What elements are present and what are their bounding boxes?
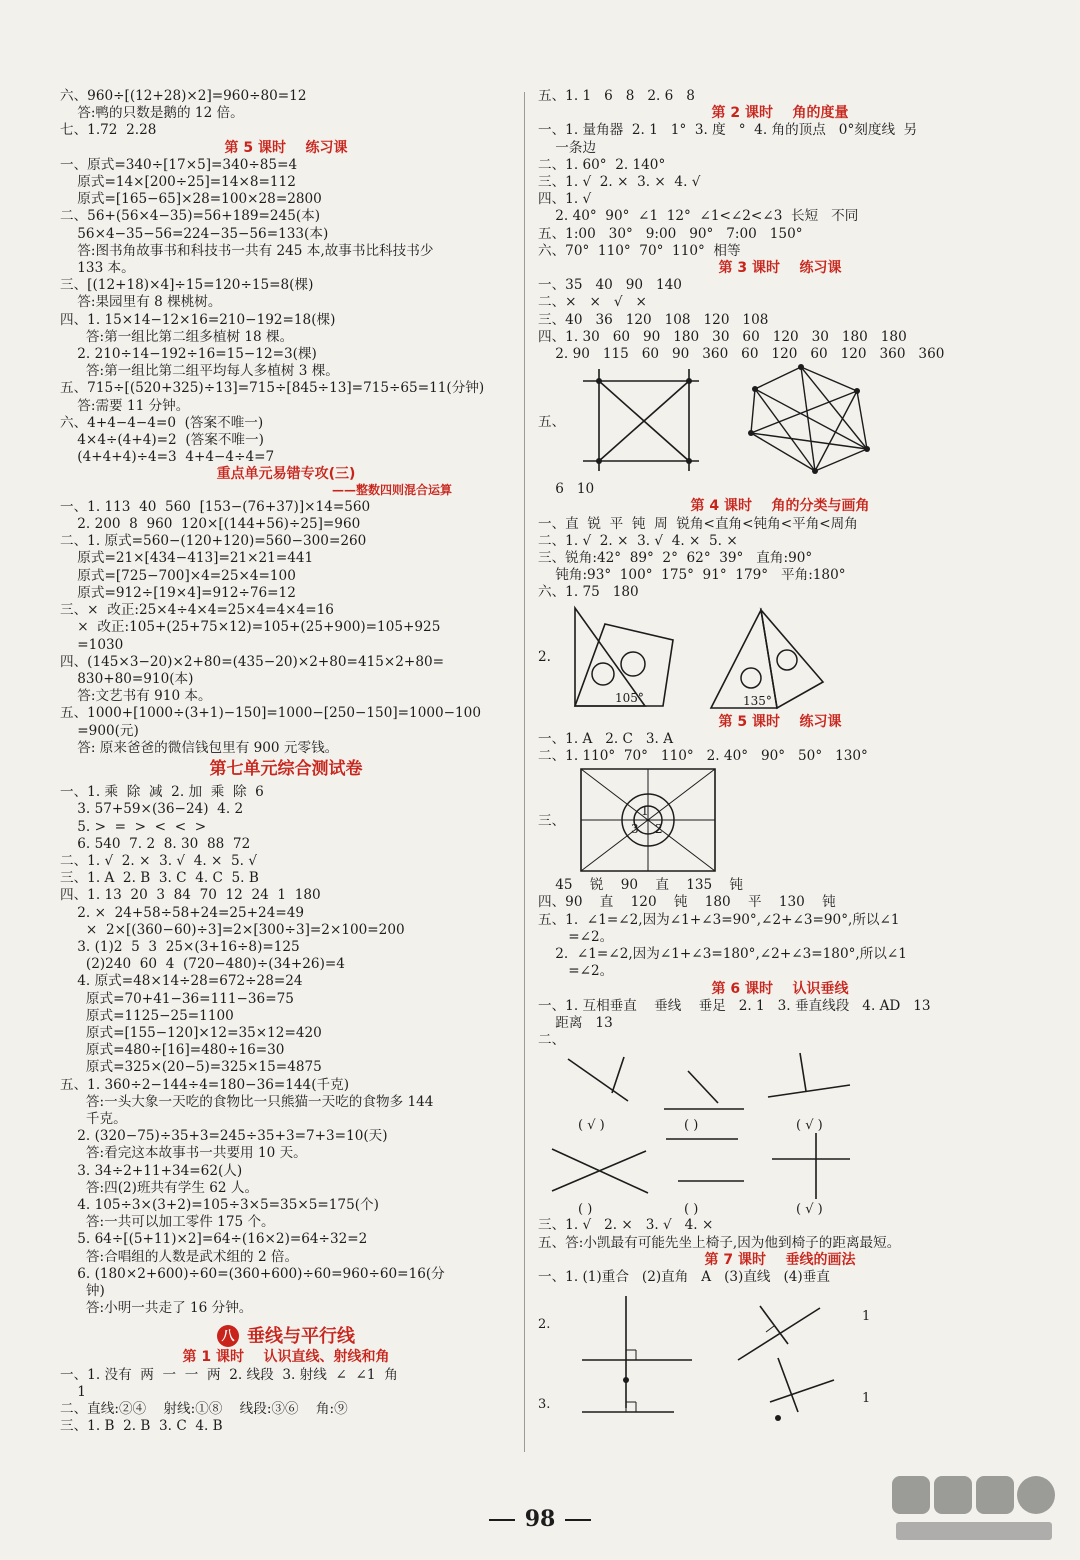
answer-line: 钟) bbox=[60, 1283, 105, 1300]
answer-line: 三、1. B 2. B 3. C 4. B bbox=[60, 1418, 223, 1435]
figure-circle bbox=[621, 652, 645, 676]
left-column bbox=[60, 88, 512, 1435]
figure-point bbox=[854, 388, 860, 394]
answer-line: 四、1. √ bbox=[538, 191, 592, 208]
answer-line: 答:一头大象一天吃的食物比一只熊猫一天吃的食物多 144 bbox=[60, 1093, 434, 1110]
answer-line: 一、直 锐 平 钝 周 锐角<直角<钝角<平角<周角 bbox=[538, 515, 858, 532]
answer-line: × 2×[(360−60)÷3]=2×[300÷3]=2×100=200 bbox=[60, 921, 405, 938]
answer-line: 6. (180×2+600)÷60=(360+600)÷60=960÷60=16(分 bbox=[60, 1265, 445, 1282]
answer-line: 5. 64÷[(5+11)×2]=64÷(16×2)=64÷32=2 bbox=[60, 1231, 368, 1248]
answer-line: 原式=21×[434−413]=21×21=441 bbox=[60, 550, 314, 567]
answer-line: 1 bbox=[60, 1383, 86, 1400]
answer-line: 钝角:93° 100° 175° 91° 179° 平角:180° bbox=[538, 567, 846, 584]
answer-line: 四、1. 15×14−12×16=210−192=18(棵) bbox=[60, 311, 336, 328]
figure-label: 二、 bbox=[538, 1032, 566, 1049]
figure-label: 1 bbox=[641, 804, 649, 819]
unit-title bbox=[60, 1325, 512, 1347]
watermark-logo-icon bbox=[890, 1472, 1058, 1546]
section-heading: 第 5 课时 练习课 bbox=[224, 139, 348, 156]
answer-line: 3. 34÷2+11+34=62(人) bbox=[60, 1162, 243, 1179]
answer-line: 二、1. 原式=560−(120+120)=560−300=260 bbox=[60, 533, 367, 550]
figure-point bbox=[686, 458, 692, 464]
section-heading: 重点单元易错专攻(三) bbox=[216, 466, 356, 483]
section-heading: 第 6 课时 认识垂线 bbox=[711, 980, 849, 997]
answer-line: 830+80=910(本) bbox=[60, 670, 194, 687]
right-column bbox=[538, 88, 1022, 1436]
figure-line bbox=[612, 1057, 624, 1093]
answer-line: 五、1. 360÷2−144÷4=180−36=144(千克) bbox=[60, 1076, 349, 1093]
answer-line: 2. 210÷14−192÷16=15−12=3(棵) bbox=[60, 346, 317, 363]
figure-line bbox=[815, 449, 867, 471]
answer-line: 三、1. A 2. B 3. C 4. C 5. B bbox=[60, 870, 259, 887]
answer-line: 答:鸭的只数是鹅的 12 倍。 bbox=[60, 105, 244, 122]
answer-line: 原式=912÷[19×4]=912÷76=12 bbox=[60, 584, 296, 601]
answer-line: 一、1. 没有 两 一 一 两 2. 线段 3. 射线 ∠ ∠1 角 bbox=[60, 1366, 398, 1383]
answer-line: 答:第一组比第二组多植树 18 棵。 bbox=[60, 328, 294, 345]
section-heading: 第 7 课时 垂线的画法 bbox=[704, 1251, 856, 1268]
answer-line: 二、1. √ 2. × 3. √ 4. × 5. √ bbox=[60, 852, 257, 869]
answer-line: 一、1. 乘 除 减 2. 加 乘 除 6 bbox=[60, 784, 264, 801]
answer-line: =1030 bbox=[60, 636, 124, 653]
answer-line: 原式=1125−25=1100 bbox=[60, 1007, 234, 1024]
answer-line: 2. 200 8 960 120×[(144+56)÷25]=960 bbox=[60, 516, 361, 533]
answer-line: 四、1. 13 20 3 84 70 12 24 1 180 bbox=[60, 887, 321, 904]
answer-line: 六、960÷[(12+28)×2]=960÷80=12 bbox=[60, 88, 307, 104]
figure-label: ( √ ) bbox=[796, 1118, 823, 1134]
answer-line: 2. × 24+58÷58+24=25+24=49 bbox=[60, 904, 305, 921]
section-heading: 第 5 课时 练习课 bbox=[718, 713, 842, 730]
square-angles-figure bbox=[575, 765, 725, 877]
figure-draw bbox=[538, 1286, 1022, 1436]
figure-point bbox=[752, 386, 758, 392]
answer-line: 4. 原式=48×14÷28=672÷28=24 bbox=[60, 973, 303, 990]
unit-title-text: 垂线与平行线 bbox=[247, 1325, 355, 1347]
figure-line bbox=[751, 391, 857, 433]
answer-line: 四、1. 30 60 90 180 30 60 120 30 180 180 bbox=[538, 328, 907, 345]
figure-square bbox=[538, 765, 1022, 877]
answer-line: 6. 540 7. 2 8. 30 88 72 bbox=[60, 835, 251, 852]
answer-line: 原式=480÷[16]=480÷16=30 bbox=[60, 1042, 285, 1059]
figure-label: 1 bbox=[862, 1309, 871, 1325]
answer-line: 五、1. ∠1=∠2,因为∠1+∠3=90°,∠2+∠3=90°,所以∠1 bbox=[538, 911, 900, 928]
answer-line: 6 10 bbox=[538, 481, 595, 498]
answer-line: 45 锐 90 直 135 钝 bbox=[538, 877, 744, 894]
answer-line: =900(元) bbox=[60, 722, 139, 739]
figure-line bbox=[751, 433, 867, 449]
page-number-text: 98 bbox=[524, 1506, 556, 1532]
answer-line: 答:第一组比第二组平均每人多植树 3 棵。 bbox=[60, 363, 339, 380]
answer-line: 四、90 直 120 钝 180 平 130 钝 bbox=[538, 894, 836, 911]
answer-line: 三、[(12+18)×4]÷15=120÷15=8(棵) bbox=[60, 277, 314, 294]
draw-perpendicular-figure bbox=[538, 1286, 958, 1436]
answer-line: 原式=[165−65]×28=100×28=2800 bbox=[60, 191, 322, 208]
figure-point bbox=[623, 1377, 629, 1383]
answer-line: 一、1. (1)重合 (2)直角 A (3)直线 (4)垂直 bbox=[538, 1268, 830, 1285]
figure-line bbox=[688, 1071, 718, 1103]
figure-label: ( √ ) bbox=[796, 1202, 823, 1218]
figure-point bbox=[864, 446, 870, 452]
figure-label: 3. bbox=[538, 1397, 551, 1413]
answer-line: 2. 40° 90° ∠1 12° ∠1<∠2<∠3 长短 不同 bbox=[538, 208, 859, 225]
answer-line: (2)240 60 4 (720−480)÷(34+26)=4 bbox=[60, 956, 345, 973]
figure-label: ( √ ) bbox=[578, 1118, 605, 1134]
answer-line: 4×4÷(4+4)=2 (答案不唯一) bbox=[60, 432, 264, 449]
answer-line: 原式=325×(20−5)=325×15=4875 bbox=[60, 1059, 322, 1076]
figure-point bbox=[596, 378, 602, 384]
answer-line: 答:合唱组的人数是武术组的 2 倍。 bbox=[60, 1248, 299, 1265]
answer-line: 一、1. 量角器 2. 1 1° 3. 度 ° 4. 角的顶点 0°刻度线 另 bbox=[538, 122, 918, 139]
answer-line: 答:四(2)班共有学生 62 人。 bbox=[60, 1179, 259, 1196]
answer-line: 3. 57+59×(36−24) 4. 2 bbox=[60, 801, 244, 818]
answer-line: 答:需要 11 分钟。 bbox=[60, 397, 190, 414]
answer-line: =∠2。 bbox=[538, 963, 614, 980]
answer-line: 原式=[725−700]×4=25×4=100 bbox=[60, 567, 296, 584]
answer-line: 原式=70+41−36=111−36=75 bbox=[60, 990, 294, 1007]
answer-line: 答:文艺书有 910 本。 bbox=[60, 688, 212, 705]
answer-line: 3. (1)2 5 3 25×(3+16÷8)=125 bbox=[60, 938, 300, 955]
answer-line: (4+4+4)÷4=3 4+4−4÷4=7 bbox=[60, 449, 275, 466]
answer-line: 答:果园里有 8 棵桃树。 bbox=[60, 294, 222, 311]
answer-line: 千克。 bbox=[60, 1110, 127, 1127]
answer-line: 三、1. √ 2. × 3. √ 4. × bbox=[538, 1217, 714, 1234]
answer-line: 答:一共可以加工零件 175 个。 bbox=[60, 1214, 275, 1231]
figure-line bbox=[857, 391, 867, 449]
answer-line: 原式=14×[200÷25]=14×8=112 bbox=[60, 174, 296, 191]
section-heading: 第 2 课时 角的度量 bbox=[711, 105, 849, 122]
figure-point bbox=[812, 468, 818, 474]
answer-line: 五、1. 1 6 8 2. 6 8 bbox=[538, 88, 695, 104]
unit-badge: 八 bbox=[217, 1325, 239, 1347]
figure-triangles bbox=[538, 602, 1022, 714]
answer-line: 一、1. 互相垂直 垂线 垂足 2. 1 3. 垂直线段 4. AD 13 bbox=[538, 997, 931, 1014]
figure-point bbox=[748, 430, 754, 436]
figure-line bbox=[778, 1358, 798, 1412]
column-divider bbox=[524, 92, 525, 1452]
section-subheading: ——整数四则混合运算 bbox=[331, 482, 452, 497]
answer-line: 二、56+(56×4−35)=56+189=245(本) bbox=[60, 208, 321, 225]
figure-label: 3 bbox=[631, 822, 639, 837]
figure-label: 135° bbox=[742, 693, 772, 708]
answer-line: 四、(145×3−20)×2+80=(435−20)×2+80=415×2+80= bbox=[60, 653, 445, 670]
answer-line: 4. 105÷3×(3+2)=105÷3×5=35×5=175(个) bbox=[60, 1197, 379, 1213]
figure-label: 五、 bbox=[538, 413, 566, 430]
triangle-rulers-figure bbox=[561, 602, 851, 714]
answer-line: 答:图书角故事书和科技书一共有 245 本,故事书比科技书少 bbox=[60, 242, 434, 259]
answer-line: 三、× 改正:25×4÷4×4=25×4=4×4=16 bbox=[60, 602, 334, 619]
figure-label: ( ) bbox=[684, 1118, 699, 1134]
answer-line: 二、1. √ 2. × 3. √ 4. × 5. × bbox=[538, 532, 738, 549]
figure-line bbox=[751, 433, 815, 471]
answer-line: 六、70° 110° 70° 110° 相等 bbox=[538, 242, 741, 259]
figure-point bbox=[686, 378, 692, 384]
figure-label: 2. bbox=[538, 649, 551, 666]
figure-point bbox=[596, 458, 602, 464]
figure-label: ( ) bbox=[578, 1202, 593, 1218]
figure-label: 1 bbox=[862, 1391, 871, 1407]
answer-line: 五、1000+[1000÷(3+1)−150]=1000−[250−150]=1000−100 bbox=[60, 705, 481, 722]
figure-circle bbox=[592, 663, 614, 685]
answer-line: =∠2。 bbox=[538, 928, 614, 945]
answer-line: 一、原式=340÷[17×5]=340÷85=4 bbox=[60, 156, 298, 173]
figure-line bbox=[760, 1306, 788, 1344]
figure-line bbox=[800, 1053, 806, 1091]
figure-label: ( ) bbox=[684, 1202, 699, 1218]
answer-line: 一条边 bbox=[538, 139, 597, 156]
answer-line: 三、锐角:42° 89° 2° 62° 39° 直角:90° bbox=[538, 550, 813, 567]
section-heading: 第七单元综合测试卷 bbox=[209, 758, 363, 779]
answer-line: 七、1.72 2.28 bbox=[60, 122, 157, 139]
section-heading: 第 3 课时 练习课 bbox=[718, 260, 842, 277]
answer-line: 三、40 36 120 108 120 108 bbox=[538, 311, 769, 328]
answer-line: 2. (320−75)÷35+3=245÷35+3=7+3=10(天) bbox=[60, 1128, 388, 1145]
answer-line: 二、1. 110° 70° 110° 2. 40° 90° 50° 130° bbox=[538, 748, 868, 765]
figure-line bbox=[801, 367, 857, 391]
figure-circle bbox=[777, 650, 797, 670]
figure-label: 2 bbox=[655, 822, 663, 837]
figure-line bbox=[770, 1380, 834, 1402]
figure-line bbox=[568, 1059, 628, 1101]
answer-line: 答:看完这本故事书一共要用 10 天。 bbox=[60, 1145, 307, 1162]
figure-label: 三、 bbox=[538, 812, 566, 829]
figure-line bbox=[751, 389, 755, 433]
figure-perp bbox=[538, 1032, 1022, 1217]
answer-line: 133 本。 bbox=[60, 260, 135, 277]
answer-line: 答: 原来爸爸的微信钱包里有 900 元零钱。 bbox=[60, 739, 339, 756]
answer-line: 2. ∠1=∠2,因为∠1+∠3=180°,∠2+∠3=180°,所以∠1 bbox=[538, 946, 907, 963]
figure-circle bbox=[741, 668, 761, 688]
lines-figure bbox=[575, 363, 905, 481]
answer-line: 二、1. 60° 2. 140° bbox=[538, 156, 666, 173]
answer-line: 五、1:00 30° 9:00 90° 7:00 150° bbox=[538, 225, 803, 242]
figure-line bbox=[815, 391, 857, 471]
answer-line: 原式=[155−120]×12=35×12=420 bbox=[60, 1024, 322, 1041]
figure-line bbox=[755, 367, 801, 389]
answer-line: 56×4−35−56=224−35−56=133(本) bbox=[60, 225, 329, 242]
figure-line bbox=[738, 1308, 820, 1360]
answer-line: 一、1. A 2. C 3. A bbox=[538, 730, 674, 747]
figure-lines bbox=[538, 363, 1022, 481]
answer-line: 一、35 40 90 140 bbox=[538, 277, 682, 294]
figure-point bbox=[775, 1415, 781, 1421]
answer-line: 答:小明一共走了 16 分钟。 bbox=[60, 1300, 253, 1317]
figure-line bbox=[766, 1326, 774, 1332]
figure-point bbox=[798, 364, 804, 370]
figure-label: 2. bbox=[538, 1317, 551, 1333]
figure-line bbox=[768, 1085, 850, 1097]
answer-line: 三、1. √ 2. × 3. × 4. √ bbox=[538, 174, 701, 191]
section-heading: 第 1 课时 认识直线、射线和角 bbox=[182, 1349, 390, 1366]
answer-line: 五、715÷[(520+325)÷13]=715÷[845÷13]=715÷65=11(分钟) bbox=[60, 380, 485, 397]
section-heading: 第 4 课时 角的分类与画角 bbox=[690, 498, 870, 515]
answer-line: 一、1. 113 40 560 [153−(76+37)]×14=560 bbox=[60, 498, 371, 515]
answer-line: 五、答:小凯最有可能先坐上椅子,因为他到椅子的距离最短。 bbox=[538, 1234, 901, 1251]
answer-line: 六、1. 75 180 bbox=[538, 584, 639, 601]
answer-line: 二、× × √ × bbox=[538, 294, 647, 311]
figure-label: 105° bbox=[614, 690, 644, 705]
answer-line: × 改正:105+(25+75×12)=105+(25+900)=105+925 bbox=[60, 619, 441, 636]
answer-line: 二、直线:②④ 射线:①⑧ 线段:③⑥ 角:⑨ bbox=[60, 1401, 348, 1418]
answer-line: 六、4+4−4−4=0 (答案不唯一) bbox=[60, 414, 264, 431]
answer-line: 距离 13 bbox=[538, 1014, 613, 1031]
answer-line: 5. > = > < < > bbox=[60, 818, 207, 835]
answer-line: 2. 90 115 60 90 360 60 120 60 120 360 360 bbox=[538, 346, 945, 363]
perpendicular-judge-figure bbox=[538, 1049, 868, 1217]
